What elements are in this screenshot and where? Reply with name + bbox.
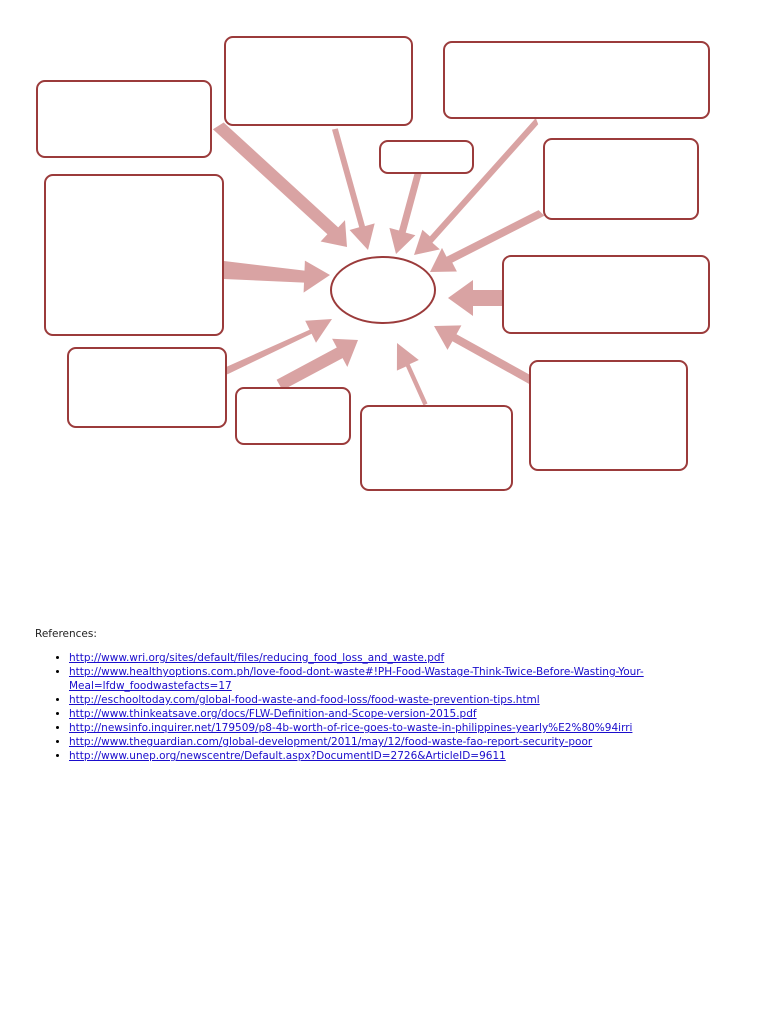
central-ellipse <box>331 257 435 323</box>
reference-link[interactable]: http://www.wri.org/sites/default/files/reducing_food_loss_and_waste.pdf <box>69 652 445 664</box>
reference-link[interactable]: http://newsinfo.inquirer.net/179509/p8-4b-worth-of-rice-goes-to-waste-in-philippines-yearly%E2%80%94irri <box>69 722 633 734</box>
concept-box-top-center <box>224 36 413 126</box>
reference-link[interactable]: http://www.thinkeatsave.org/docs/FLW-Definition-and-Scope-version-2015.pdf <box>69 708 477 720</box>
reference-link[interactable]: http://eschooltoday.com/global-food-waste-and-food-loss/food-waste-prevention-tips.html <box>69 694 540 706</box>
arrow-from-left <box>224 261 330 293</box>
arrow-from-right <box>448 280 503 316</box>
list-item <box>69 721 729 735</box>
concept-box-right <box>502 255 710 334</box>
concept-box-small-top <box>379 140 474 174</box>
arrow-from-top-right <box>414 118 538 255</box>
arrow-from-small-top <box>389 171 421 254</box>
list-item <box>69 651 729 665</box>
list-item <box>69 707 729 721</box>
arrow-from-bottom-center <box>397 343 428 406</box>
list-item <box>69 665 729 693</box>
list-item <box>69 749 729 763</box>
reference-link[interactable]: http://www.healthyoptions.com.ph/love-food-dont-waste#!PH-Food-Wastage-Think-Twice-Before-Wasting-Your-Meal=lfdw_foodwastefacts=17 <box>69 666 644 692</box>
concept-box-bottom-right <box>529 360 688 471</box>
reference-link[interactable]: http://www.theguardian.com/global-development/2011/may/12/food-waste-fao-report-security-poor <box>69 736 593 748</box>
list-item <box>69 735 729 749</box>
arrow-from-right-lower <box>434 325 534 384</box>
concept-box-left-large <box>44 174 224 336</box>
concept-box-bottom-small <box>235 387 351 445</box>
concept-box-top-right <box>443 41 710 119</box>
concept-map <box>0 0 768 500</box>
arrow-from-top-left <box>213 123 347 248</box>
concept-box-top-left <box>36 80 212 158</box>
list-item <box>69 693 729 707</box>
arrow-from-bottom-small <box>277 339 358 391</box>
references-heading: References: <box>35 628 97 640</box>
concept-box-right-upper <box>543 138 699 220</box>
concept-box-bottom-left <box>67 347 227 428</box>
references-list <box>50 651 729 763</box>
concept-box-bottom-center <box>360 405 513 491</box>
reference-link[interactable]: http://www.unep.org/newscentre/Default.aspx?DocumentID=2726&ArticleID=9611 <box>69 750 506 762</box>
